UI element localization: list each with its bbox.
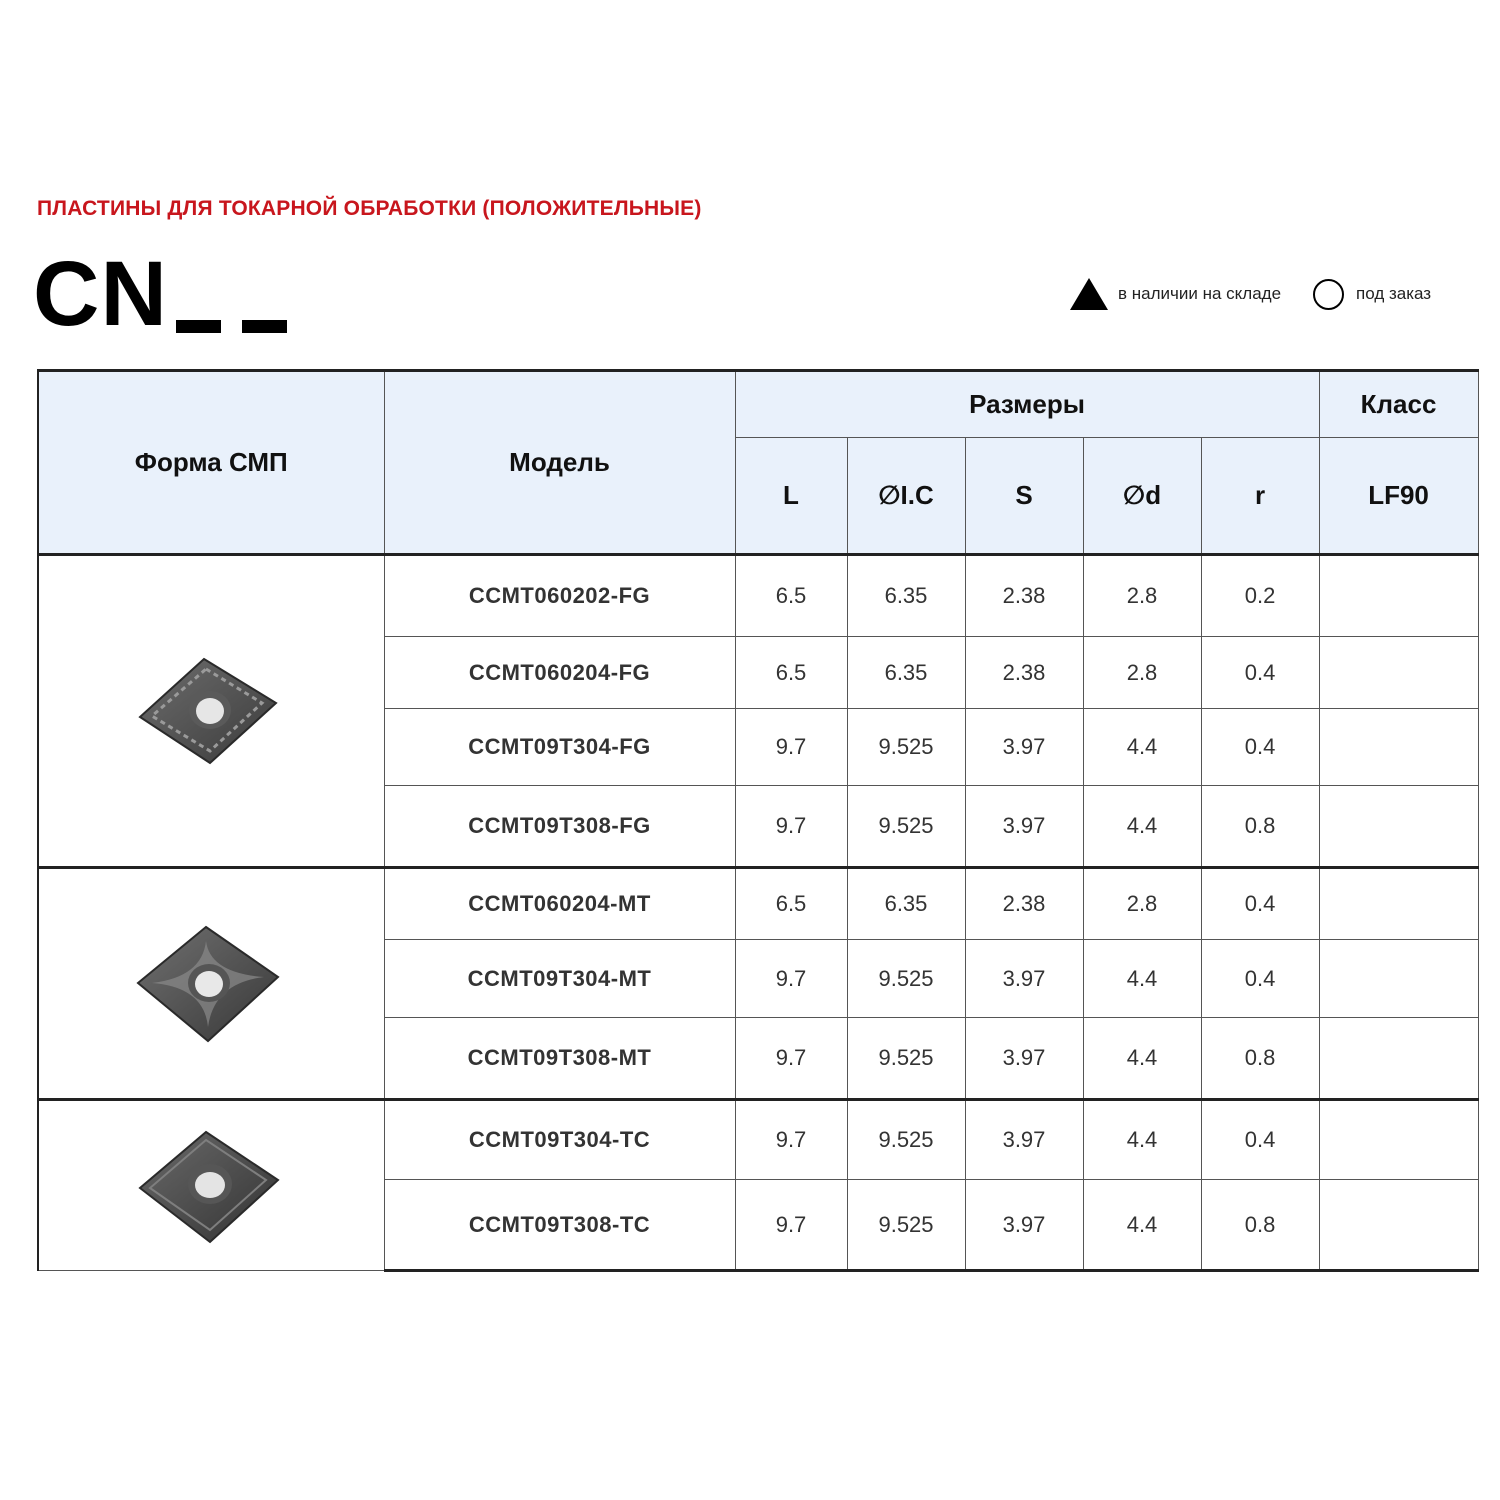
insert-fg-image — [39, 651, 384, 771]
table-cell-L: 9.7 — [735, 709, 847, 786]
table-cell-IC: 6.35 — [847, 868, 965, 940]
table-cell-r: 0.4 — [1201, 709, 1319, 786]
title-underscore — [242, 320, 287, 333]
table-cell-IC: 9.525 — [847, 1100, 965, 1180]
table-cell-S: 2.38 — [965, 868, 1083, 940]
table-cell-r: 0.8 — [1201, 1018, 1319, 1100]
table-cell-model: CCMT09T308-FG — [384, 786, 735, 868]
table-cell-r: 0.2 — [1201, 555, 1319, 637]
inserts-spec-table — [37, 369, 1479, 1272]
open-circle-icon — [1313, 279, 1344, 310]
table-cell-model: CCMT09T304-TC — [384, 1100, 735, 1180]
table-cell-L: 6.5 — [735, 868, 847, 940]
table-cell-IC: 6.35 — [847, 637, 965, 709]
table-cell-d: 4.4 — [1083, 786, 1201, 868]
table-cell-r: 0.8 — [1201, 786, 1319, 868]
insert-fg-image-cell — [38, 555, 384, 868]
table-cell-L: 6.5 — [735, 637, 847, 709]
header-model: Модель — [384, 371, 735, 555]
table-cell-IC: 6.35 — [847, 555, 965, 637]
table-cell-L: 9.7 — [735, 940, 847, 1018]
insert-tc-image-cell — [38, 1100, 384, 1271]
table-cell-S: 3.97 — [965, 940, 1083, 1018]
table-cell-model: CCMT060204-MT — [384, 868, 735, 940]
table-cell-class — [1319, 786, 1478, 868]
table-cell-class — [1319, 1180, 1478, 1271]
table-cell-r: 0.8 — [1201, 1180, 1319, 1271]
filled-triangle-icon — [1070, 278, 1108, 310]
table-cell-d: 2.8 — [1083, 637, 1201, 709]
table-cell-IC: 9.525 — [847, 786, 965, 868]
to-order-label: под заказ — [1356, 284, 1432, 303]
header-r: r — [1201, 438, 1319, 555]
header-S: S — [965, 438, 1083, 555]
header-class: Класс — [1319, 371, 1478, 438]
table-cell-class — [1319, 940, 1478, 1018]
table-cell-d: 4.4 — [1083, 1018, 1201, 1100]
table-cell-class — [1319, 709, 1478, 786]
in-stock-label: в наличии на складе — [1118, 284, 1282, 303]
table-cell-S: 3.97 — [965, 1180, 1083, 1271]
table-cell-d: 2.8 — [1083, 868, 1201, 940]
insert-mt-image — [39, 921, 384, 1046]
table-cell-model: CCMT09T304-FG — [384, 709, 735, 786]
table-cell-L: 9.7 — [735, 786, 847, 868]
table-cell-model: CCMT060202-FG — [384, 555, 735, 637]
header-d: ∅d — [1083, 438, 1201, 555]
table-cell-d: 4.4 — [1083, 1180, 1201, 1271]
table-cell-d: 2.8 — [1083, 555, 1201, 637]
table-cell-model: CCMT09T304-MT — [384, 940, 735, 1018]
table-cell-L: 6.5 — [735, 555, 847, 637]
table-cell-r: 0.4 — [1201, 637, 1319, 709]
table-cell-class — [1319, 1100, 1478, 1180]
table-cell-S: 3.97 — [965, 786, 1083, 868]
table-cell-model: CCMT09T308-MT — [384, 1018, 735, 1100]
header-IC: ∅I.C — [847, 438, 965, 555]
header-dimensions: Размеры — [735, 371, 1319, 438]
availability-legend — [1070, 278, 1431, 310]
table-cell-S: 3.97 — [965, 1100, 1083, 1180]
table-cell-class — [1319, 555, 1478, 637]
table-cell-IC: 9.525 — [847, 1180, 965, 1271]
header-L: L — [735, 438, 847, 555]
table-cell-L: 9.7 — [735, 1180, 847, 1271]
table-cell-r: 0.4 — [1201, 868, 1319, 940]
page-title — [33, 243, 287, 345]
insert-mt-image-cell — [38, 868, 384, 1100]
table-cell-d: 4.4 — [1083, 1100, 1201, 1180]
table-cell-r: 0.4 — [1201, 940, 1319, 1018]
table-cell-L: 9.7 — [735, 1100, 847, 1180]
table-cell-S: 3.97 — [965, 709, 1083, 786]
header-grade: LF90 — [1319, 438, 1478, 555]
table-cell-S: 3.97 — [965, 1018, 1083, 1100]
page-subtitle: ПЛАСТИНЫ ДЛЯ ТОКАРНОЙ ОБРАБОТКИ (ПОЛОЖИТЕЛЬНЫЕ) — [37, 197, 702, 220]
insert-tc-image — [39, 1126, 384, 1246]
table-cell-IC: 9.525 — [847, 1018, 965, 1100]
table-cell-IC: 9.525 — [847, 940, 965, 1018]
table-cell-S: 2.38 — [965, 637, 1083, 709]
title-text: CN — [33, 243, 168, 345]
table-cell-IC: 9.525 — [847, 709, 965, 786]
table-cell-class — [1319, 868, 1478, 940]
table-cell-d: 4.4 — [1083, 709, 1201, 786]
table-cell-S: 2.38 — [965, 555, 1083, 637]
table-cell-class — [1319, 637, 1478, 709]
table-cell-model: CCMT09T308-TC — [384, 1180, 735, 1271]
title-underscore — [176, 320, 221, 333]
table-cell-L: 9.7 — [735, 1018, 847, 1100]
header-shape: Форма СМП — [38, 371, 384, 555]
table-cell-class — [1319, 1018, 1478, 1100]
table-cell-r: 0.4 — [1201, 1100, 1319, 1180]
table-cell-d: 4.4 — [1083, 940, 1201, 1018]
table-cell-model: CCMT060204-FG — [384, 637, 735, 709]
